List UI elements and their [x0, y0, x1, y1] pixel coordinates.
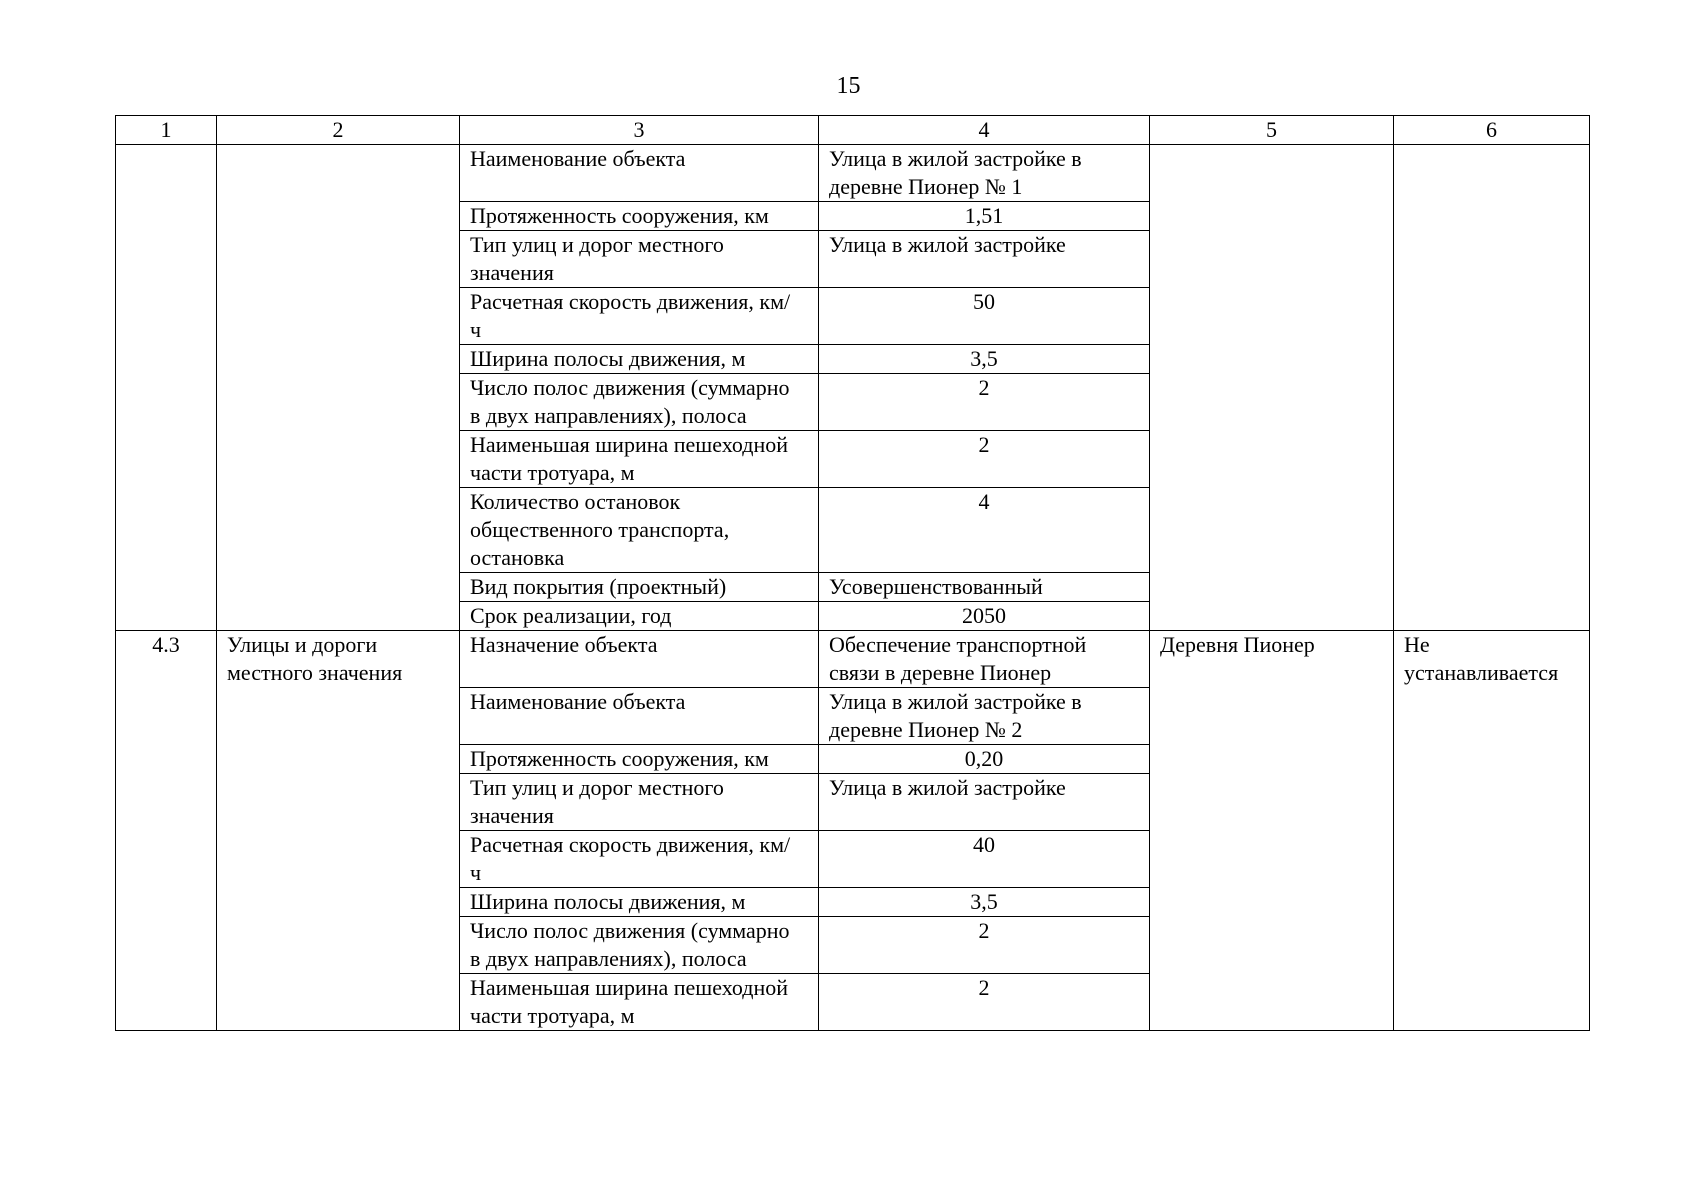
- number-cell-empty: [116, 145, 217, 631]
- parameter-name: Протяженность сооружения, км: [470, 203, 769, 228]
- parameter-cell: [460, 917, 819, 974]
- object-type: Улицы и дороги местного значения: [217, 631, 460, 1031]
- zone-cell-empty: [1394, 145, 1590, 631]
- parameter-value: Улица в жилой застройке: [819, 231, 1150, 288]
- parameter-cell: [460, 573, 819, 602]
- parameter-name: Протяженность сооружения, км: [470, 746, 769, 771]
- parameter-value: 3,5: [819, 345, 1150, 374]
- object-zone: Не устанавливается: [1394, 631, 1590, 1031]
- object-location: Деревня Пионер: [1150, 631, 1394, 1031]
- parameter-name: Назначение объекта: [470, 632, 658, 657]
- parameter-cell: [460, 288, 819, 345]
- parameter-cell: [460, 745, 819, 774]
- parameter-name: Наименование объекта: [470, 689, 686, 714]
- parameter-cell: [460, 688, 819, 745]
- parameter-cell: [460, 888, 819, 917]
- parameter-name: Ширина полосы движения, м: [470, 889, 746, 914]
- parameter-value: 3,5: [819, 888, 1150, 917]
- parameter-value: 50: [819, 288, 1150, 345]
- parameter-value: 4: [819, 488, 1150, 573]
- parameter-cell: [460, 374, 819, 431]
- page-number: 15: [836, 73, 861, 99]
- parameter-cell: [460, 774, 819, 831]
- parameter-value: 2: [819, 431, 1150, 488]
- parameter-cell: [460, 231, 819, 288]
- parameter-name: Тип улиц и дорог местного значения: [470, 232, 724, 285]
- location-cell-empty: [1150, 145, 1394, 631]
- table-row: [116, 631, 1590, 688]
- parameter-value: 0,20: [819, 745, 1150, 774]
- parameter-name: Число полос движения (суммарно в двух направлениях), полоса: [470, 375, 790, 428]
- parameter-cell: [460, 345, 819, 374]
- parameter-cell: [460, 974, 819, 1031]
- column-number-5: 5: [1150, 116, 1394, 145]
- parameter-value: Усовершенствованный: [819, 573, 1150, 602]
- parameter-value: 1,51: [819, 202, 1150, 231]
- parameter-name: Наименьшая ширина пешеходной части тротуара, м: [470, 975, 788, 1028]
- column-number-3: 3: [460, 116, 819, 145]
- parameter-cell: [460, 145, 819, 202]
- column-number-4: 4: [819, 116, 1150, 145]
- column-number-2: 2: [217, 116, 460, 145]
- table-header-row: [116, 116, 1590, 145]
- column-number-6: 6: [1394, 116, 1590, 145]
- parameter-value: 2: [819, 917, 1150, 974]
- objects-table: [115, 115, 1590, 1031]
- parameter-name: Срок реализации, год: [470, 603, 672, 628]
- table-row: [116, 145, 1590, 202]
- parameter-name: Вид покрытия (проектный): [470, 574, 727, 599]
- parameter-name: Ширина полосы движения, м: [470, 346, 746, 371]
- object-type-cell-empty: [217, 145, 460, 631]
- parameter-name: Число полос движения (суммарно в двух направлениях), полоса: [470, 918, 790, 971]
- parameter-value: Улица в жилой застройке: [819, 774, 1150, 831]
- parameter-cell: [460, 631, 819, 688]
- parameter-cell: [460, 602, 819, 631]
- parameter-name: Тип улиц и дорог местного значения: [470, 775, 724, 828]
- column-number-1: 1: [116, 116, 217, 145]
- parameter-cell: [460, 831, 819, 888]
- entry-number: 4.3: [116, 631, 217, 1031]
- parameter-name: Количество остановок общественного транспорта, остановка: [470, 489, 730, 570]
- parameter-cell: [460, 488, 819, 573]
- parameter-name: Наименование объекта: [470, 146, 686, 171]
- parameter-value: 2: [819, 974, 1150, 1031]
- parameter-value: Улица в жилой застройке в деревне Пионер № 1: [819, 145, 1150, 202]
- parameter-value: 2050: [819, 602, 1150, 631]
- parameter-name: Наименьшая ширина пешеходной части тротуара, м: [470, 432, 788, 485]
- parameter-value: Обеспечение транспортной связи в деревне Пионер: [819, 631, 1150, 688]
- parameter-name: Расчетная скорость движения, км/ч: [470, 289, 791, 342]
- parameter-value: 2: [819, 374, 1150, 431]
- parameter-value: 40: [819, 831, 1150, 888]
- parameter-value: Улица в жилой застройке в деревне Пионер № 2: [819, 688, 1150, 745]
- parameter-cell: [460, 431, 819, 488]
- parameter-name: Расчетная скорость движения, км/ч: [470, 832, 791, 885]
- parameter-cell: [460, 202, 819, 231]
